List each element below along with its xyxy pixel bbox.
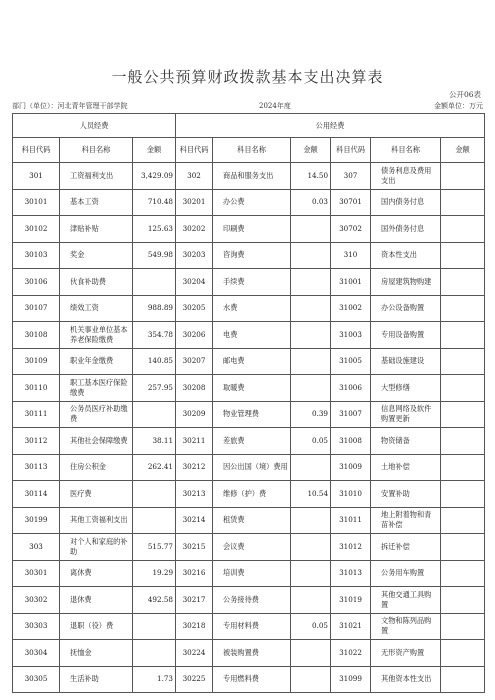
personnel-code-cell: 30303 xyxy=(13,613,60,640)
public-code-cell: 30207 xyxy=(176,348,213,375)
personnel-name-cell: 医疗费 xyxy=(60,481,133,508)
personnel-code-cell: 30112 xyxy=(13,428,60,455)
personnel-code-cell: 30304 xyxy=(13,640,60,667)
public-name-cell: 专用材料费 xyxy=(213,613,291,640)
personnel-name-cell: 离休费 xyxy=(60,560,133,587)
capital-code-cell: 30701 xyxy=(331,189,371,216)
public-code-cell: 302 xyxy=(176,163,213,190)
capital-name-cell: 无形资产购置 xyxy=(371,640,441,667)
personnel-code-cell: 30109 xyxy=(13,348,60,375)
personnel-name-cell: 职工基本医疗保险缴费 xyxy=(60,375,133,402)
page-title: 一般公共预算财政拨款基本支出决算表 xyxy=(111,68,384,86)
personnel-amount-cell xyxy=(133,640,176,667)
capital-name-cell: 信息网络及软件购置更新 xyxy=(371,401,441,428)
capital-name-cell: 大型修缮 xyxy=(371,375,441,402)
table-row xyxy=(13,560,485,587)
col-header-name: 科目名称 xyxy=(213,138,291,163)
public-amount-cell xyxy=(291,560,331,587)
table-row xyxy=(13,242,485,269)
personnel-name-cell: 住房公积金 xyxy=(60,454,133,481)
public-name-cell: 维修（护）费 xyxy=(213,481,291,508)
personnel-amount-cell: 988.89 xyxy=(133,295,176,322)
capital-name-cell: 土地补偿 xyxy=(371,454,441,481)
personnel-code-cell: 30111 xyxy=(13,401,60,428)
capital-amount-cell xyxy=(441,613,485,640)
table-row xyxy=(13,163,485,190)
public-name-cell: 租赁费 xyxy=(213,507,291,534)
public-name-cell: 取暖费 xyxy=(213,375,291,402)
public-code-cell: 30201 xyxy=(176,189,213,216)
public-amount-cell: 0.05 xyxy=(291,428,331,455)
meta-line xyxy=(12,101,483,113)
public-amount-cell xyxy=(291,216,331,243)
capital-code-cell: 31021 xyxy=(331,613,371,640)
public-amount-cell xyxy=(291,640,331,667)
public-code-cell: 30212 xyxy=(176,454,213,481)
personnel-amount-cell: 262.41 xyxy=(133,454,176,481)
public-code-cell: 30208 xyxy=(176,375,213,402)
capital-code-cell: 31099 xyxy=(331,666,371,693)
capital-name-cell: 公务用车购置 xyxy=(371,560,441,587)
personnel-amount-cell: 3,429.09 xyxy=(133,163,176,190)
group-header-row xyxy=(13,114,485,138)
capital-amount-cell xyxy=(441,481,485,508)
column-header-row xyxy=(13,138,485,163)
personnel-name-cell: 机关事业单位基本养老保险缴费 xyxy=(60,322,133,349)
table-row xyxy=(13,534,485,561)
public-code-cell: 30224 xyxy=(176,640,213,667)
capital-code-cell: 310 xyxy=(331,242,371,269)
personnel-code-cell: 30302 xyxy=(13,587,60,614)
table-row xyxy=(13,295,485,322)
capital-code-cell: 31012 xyxy=(331,534,371,561)
capital-code-cell: 31019 xyxy=(331,587,371,614)
public-code-cell: 30213 xyxy=(176,481,213,508)
col-header-name: 科目名称 xyxy=(371,138,441,163)
public-name-cell: 咨询费 xyxy=(213,242,291,269)
capital-amount-cell xyxy=(441,507,485,534)
public-amount-cell: 10.54 xyxy=(291,481,331,508)
table-row xyxy=(13,216,485,243)
personnel-name-cell: 基本工资 xyxy=(60,189,133,216)
public-code-cell: 30204 xyxy=(176,269,213,296)
personnel-name-cell: 奖金 xyxy=(60,242,133,269)
public-amount-cell xyxy=(291,295,331,322)
personnel-code-cell: 30114 xyxy=(13,481,60,508)
capital-code-cell: 31001 xyxy=(331,269,371,296)
capital-code-cell: 31009 xyxy=(331,454,371,481)
table-row xyxy=(13,401,485,428)
personnel-code-cell: 30106 xyxy=(13,269,60,296)
personnel-amount-cell: 38.11 xyxy=(133,428,176,455)
form-number: 公开06表 xyxy=(448,90,481,99)
public-name-cell: 水费 xyxy=(213,295,291,322)
table-row xyxy=(13,189,485,216)
public-code-cell: 30217 xyxy=(176,587,213,614)
personnel-code-cell: 30113 xyxy=(13,454,60,481)
personnel-code-cell: 30101 xyxy=(13,189,60,216)
public-code-cell: 30211 xyxy=(176,428,213,455)
personnel-name-cell: 抚恤金 xyxy=(60,640,133,667)
public-name-cell: 专用燃料费 xyxy=(213,666,291,693)
personnel-amount-cell xyxy=(133,269,176,296)
table-row xyxy=(13,322,485,349)
personnel-name-cell: 生活补助 xyxy=(60,666,133,693)
capital-amount-cell xyxy=(441,640,485,667)
personnel-amount-cell xyxy=(133,507,176,534)
col-header-code: 科目代码 xyxy=(331,138,371,163)
capital-amount-cell xyxy=(441,666,485,693)
capital-code-cell: 307 xyxy=(331,163,371,190)
public-amount-cell xyxy=(291,269,331,296)
personnel-amount-cell xyxy=(133,481,176,508)
public-code-cell: 30214 xyxy=(176,507,213,534)
capital-amount-cell xyxy=(441,163,485,190)
capital-code-cell: 31005 xyxy=(331,348,371,375)
personnel-name-cell: 退休费 xyxy=(60,587,133,614)
personnel-amount-cell: 549.98 xyxy=(133,242,176,269)
unit-label: 金额单位：万元 xyxy=(434,102,483,110)
capital-amount-cell xyxy=(441,587,485,614)
personnel-amount-cell xyxy=(133,613,176,640)
public-name-cell: 商品和服务支出 xyxy=(213,163,291,190)
public-name-cell: 因公出国（境）费用 xyxy=(213,454,291,481)
personnel-amount-cell: 257.95 xyxy=(133,375,176,402)
capital-code-cell: 31003 xyxy=(331,322,371,349)
personnel-name-cell: 绩效工资 xyxy=(60,295,133,322)
public-code-cell: 30216 xyxy=(176,560,213,587)
capital-amount-cell xyxy=(441,269,485,296)
public-amount-cell xyxy=(291,587,331,614)
table-row xyxy=(13,375,485,402)
public-name-cell: 培训费 xyxy=(213,560,291,587)
personnel-name-cell: 退职（役）费 xyxy=(60,613,133,640)
capital-amount-cell xyxy=(441,242,485,269)
public-code-cell: 30202 xyxy=(176,216,213,243)
capital-code-cell: 31013 xyxy=(331,560,371,587)
personnel-code-cell: 30102 xyxy=(13,216,60,243)
capital-code-cell: 31010 xyxy=(331,481,371,508)
public-name-cell: 办公费 xyxy=(213,189,291,216)
public-name-cell: 会议费 xyxy=(213,534,291,561)
table-row xyxy=(13,666,485,693)
public-name-cell: 邮电费 xyxy=(213,348,291,375)
table-row xyxy=(13,348,485,375)
capital-name-cell: 其他资本性支出 xyxy=(371,666,441,693)
personnel-code-cell: 30110 xyxy=(13,375,60,402)
capital-code-cell: 31008 xyxy=(331,428,371,455)
capital-amount-cell xyxy=(441,375,485,402)
capital-name-cell: 地上附着物和青苗补偿 xyxy=(371,507,441,534)
personnel-amount-cell: 492.58 xyxy=(133,587,176,614)
public-amount-cell: 0.05 xyxy=(291,613,331,640)
capital-name-cell: 安置补助 xyxy=(371,481,441,508)
personnel-code-cell: 30199 xyxy=(13,507,60,534)
capital-name-cell: 文物和陈列品购置 xyxy=(371,613,441,640)
capital-amount-cell xyxy=(441,322,485,349)
personnel-amount-cell: 140.85 xyxy=(133,348,176,375)
table-row xyxy=(13,640,485,667)
capital-amount-cell xyxy=(441,216,485,243)
capital-code-cell: 31002 xyxy=(331,295,371,322)
personnel-amount-cell: 354.78 xyxy=(133,322,176,349)
public-name-cell: 差旅费 xyxy=(213,428,291,455)
public-code-cell: 30203 xyxy=(176,242,213,269)
group-header-personnel: 人员经费 xyxy=(13,114,176,138)
capital-name-cell: 基础设施建设 xyxy=(371,348,441,375)
public-name-cell: 公务接待费 xyxy=(213,587,291,614)
col-header-amount: 金额 xyxy=(291,138,331,163)
col-header-amount: 金额 xyxy=(441,138,485,163)
capital-name-cell: 拆迁补偿 xyxy=(371,534,441,561)
public-amount-cell xyxy=(291,322,331,349)
capital-code-cell: 31011 xyxy=(331,507,371,534)
personnel-name-cell: 其他社会保障缴费 xyxy=(60,428,133,455)
capital-name-cell: 债务利息及费用支出 xyxy=(371,163,441,190)
personnel-amount-cell: 19.29 xyxy=(133,560,176,587)
public-name-cell: 被装购置费 xyxy=(213,640,291,667)
capital-code-cell: 31007 xyxy=(331,401,371,428)
personnel-code-cell: 30301 xyxy=(13,560,60,587)
expenditure-table xyxy=(12,113,485,693)
personnel-code-cell: 303 xyxy=(13,534,60,561)
capital-code-cell: 31022 xyxy=(331,640,371,667)
col-header-code: 科目代码 xyxy=(176,138,213,163)
public-code-cell: 30209 xyxy=(176,401,213,428)
personnel-amount-cell: 515.77 xyxy=(133,534,176,561)
personnel-name-cell: 其他工资福利支出 xyxy=(60,507,133,534)
personnel-code-cell: 30107 xyxy=(13,295,60,322)
table-row xyxy=(13,507,485,534)
public-amount-cell xyxy=(291,507,331,534)
capital-amount-cell xyxy=(441,560,485,587)
capital-name-cell: 国内债务付息 xyxy=(371,189,441,216)
personnel-amount-cell: 1.73 xyxy=(133,666,176,693)
col-header-code: 科目代码 xyxy=(13,138,60,163)
public-name-cell: 印刷费 xyxy=(213,216,291,243)
personnel-name-cell: 公务员医疗补助缴费 xyxy=(60,401,133,428)
col-header-amount: 金额 xyxy=(133,138,176,163)
personnel-name-cell: 工资福利支出 xyxy=(60,163,133,190)
year-label: 2024年度 xyxy=(259,102,291,110)
public-code-cell: 30225 xyxy=(176,666,213,693)
personnel-code-cell: 301 xyxy=(13,163,60,190)
public-amount-cell xyxy=(291,375,331,402)
public-amount-cell: 0.03 xyxy=(291,189,331,216)
capital-name-cell: 房屋建筑物购建 xyxy=(371,269,441,296)
public-code-cell: 30206 xyxy=(176,322,213,349)
public-amount-cell: 0.39 xyxy=(291,401,331,428)
group-header-public: 公用经费 xyxy=(176,114,485,138)
capital-amount-cell xyxy=(441,295,485,322)
capital-code-cell: 31006 xyxy=(331,375,371,402)
public-name-cell: 电费 xyxy=(213,322,291,349)
public-name-cell: 物业管理费 xyxy=(213,401,291,428)
col-header-name: 科目名称 xyxy=(60,138,133,163)
personnel-amount-cell: 125.63 xyxy=(133,216,176,243)
public-name-cell: 手续费 xyxy=(213,269,291,296)
public-amount-cell xyxy=(291,534,331,561)
department-label: 部门（单位）：河北青年管理干部学院 xyxy=(12,102,128,110)
public-code-cell: 30205 xyxy=(176,295,213,322)
personnel-amount-cell: 710.48 xyxy=(133,189,176,216)
table-row xyxy=(13,587,485,614)
public-amount-cell xyxy=(291,348,331,375)
personnel-name-cell: 对个人和家庭的补助 xyxy=(60,534,133,561)
capital-amount-cell xyxy=(441,189,485,216)
table-row xyxy=(13,269,485,296)
public-amount-cell xyxy=(291,454,331,481)
public-amount-cell xyxy=(291,666,331,693)
capital-amount-cell xyxy=(441,454,485,481)
public-amount-cell xyxy=(291,242,331,269)
personnel-code-cell: 30103 xyxy=(13,242,60,269)
public-code-cell: 30218 xyxy=(176,613,213,640)
capital-amount-cell xyxy=(441,401,485,428)
public-code-cell: 30215 xyxy=(176,534,213,561)
capital-amount-cell xyxy=(441,534,485,561)
personnel-code-cell: 30305 xyxy=(13,666,60,693)
capital-name-cell: 物资储备 xyxy=(371,428,441,455)
personnel-name-cell: 伙食补助费 xyxy=(60,269,133,296)
capital-name-cell: 专用设备购置 xyxy=(371,322,441,349)
capital-name-cell: 其他交通工具购置 xyxy=(371,587,441,614)
personnel-amount-cell xyxy=(133,401,176,428)
personnel-name-cell: 津贴补贴 xyxy=(60,216,133,243)
personnel-code-cell: 30108 xyxy=(13,322,60,349)
capital-amount-cell xyxy=(441,428,485,455)
capital-amount-cell xyxy=(441,348,485,375)
table-row xyxy=(13,454,485,481)
capital-name-cell: 资本性支出 xyxy=(371,242,441,269)
table-row xyxy=(13,428,485,455)
personnel-name-cell: 职业年金缴费 xyxy=(60,348,133,375)
capital-name-cell: 办公设备购置 xyxy=(371,295,441,322)
capital-code-cell: 30702 xyxy=(331,216,371,243)
public-amount-cell: 14.50 xyxy=(291,163,331,190)
capital-name-cell: 国外债务付息 xyxy=(371,216,441,243)
table-row xyxy=(13,613,485,640)
table-row xyxy=(13,481,485,508)
